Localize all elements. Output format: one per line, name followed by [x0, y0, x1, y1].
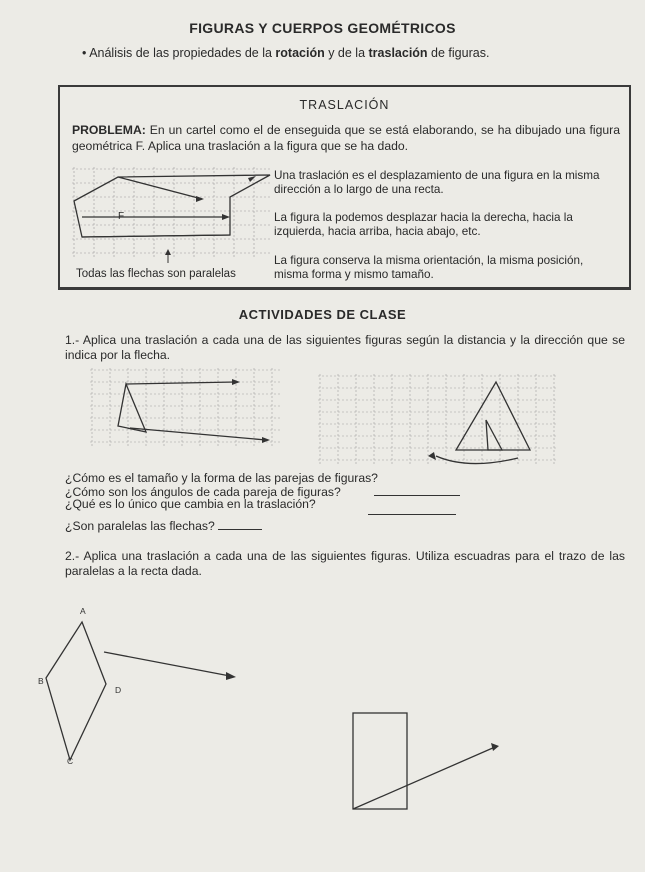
traslacion-box — [58, 85, 631, 290]
box-title: TRASLACIÓN — [299, 98, 390, 112]
question-1-text: ¿Cómo es el tamaño y la forma de las parejas de figuras? — [65, 471, 378, 485]
example-figure — [72, 167, 270, 267]
properties-paragraph: La figura conserva la misma orientación, la misma posición, misma forma y mismo tamaño. — [274, 254, 584, 281]
question-4 — [65, 519, 262, 533]
directions-paragraph: La figura la podemos desplazar hacia la derecha, hacia la izquierda, hacia arriba, hacia abajo, etc. — [274, 211, 573, 238]
point-label-b: B — [38, 676, 44, 686]
question-2-text: ¿Cómo son los ángulos de cada pareja de figuras? — [65, 485, 341, 499]
exercise-1-grid-left — [90, 368, 280, 450]
question-4-text: ¿Son paralelas las flechas? — [65, 519, 215, 533]
exercise-1-grid-right — [318, 374, 558, 464]
definition-paragraph: Una traslación es el desplazamiento de una figura en la misma dirección a lo largo de una recta. — [274, 169, 600, 196]
subtitle — [82, 46, 489, 60]
figure-label-f: F — [118, 211, 125, 222]
point-label-d: D — [115, 685, 122, 695]
point-label-a: A — [80, 606, 86, 616]
problem-text: En un cartel como el de enseguida que se está elaborando, se ha dibujado una figura geométrica F. Aplica una traslación a la figura que se ha dado. — [72, 123, 620, 153]
question-3-text: ¿Qué es lo único que cambia en la traslación? — [65, 497, 316, 511]
point-label-c: C — [67, 756, 74, 766]
figure-caption: Todas las flechas son paralelas — [76, 268, 236, 280]
exercise-1-instructions: 1.- Aplica una traslación a cada una de las siguientes figuras según la distancia y la dirección que se indica por la flecha. — [65, 333, 625, 362]
subtitle-text-3: de figuras. — [427, 46, 490, 60]
answer-blank-2[interactable] — [368, 502, 456, 520]
subtitle-text-1: Análisis de las propiedades de la — [89, 46, 276, 60]
exercise-2-instructions: 2.- Aplica una traslación a cada una de las siguientes figuras. Utiliza escuadras para el trazo de las paralelas a la recta dada. — [65, 549, 625, 578]
bullet: • — [82, 46, 87, 60]
problem-label: PROBLEMA: — [72, 123, 146, 137]
answer-blank-1[interactable] — [374, 485, 460, 496]
question-1 — [65, 472, 378, 485]
rectangle-figure — [345, 705, 505, 815]
activities-title: ACTIVIDADES DE CLASE — [238, 307, 407, 322]
rhombus-figure — [40, 600, 260, 770]
subtitle-text-2: y de la — [324, 46, 369, 60]
subtitle-bold-traslacion: traslación — [368, 46, 428, 60]
page-title: FIGURAS Y CUERPOS GEOMÉTRICOS — [189, 20, 456, 36]
question-3 — [65, 498, 316, 511]
subtitle-bold-rotacion: rotación — [275, 46, 325, 60]
problem-statement — [72, 122, 620, 154]
answer-blank-3[interactable] — [218, 519, 262, 530]
